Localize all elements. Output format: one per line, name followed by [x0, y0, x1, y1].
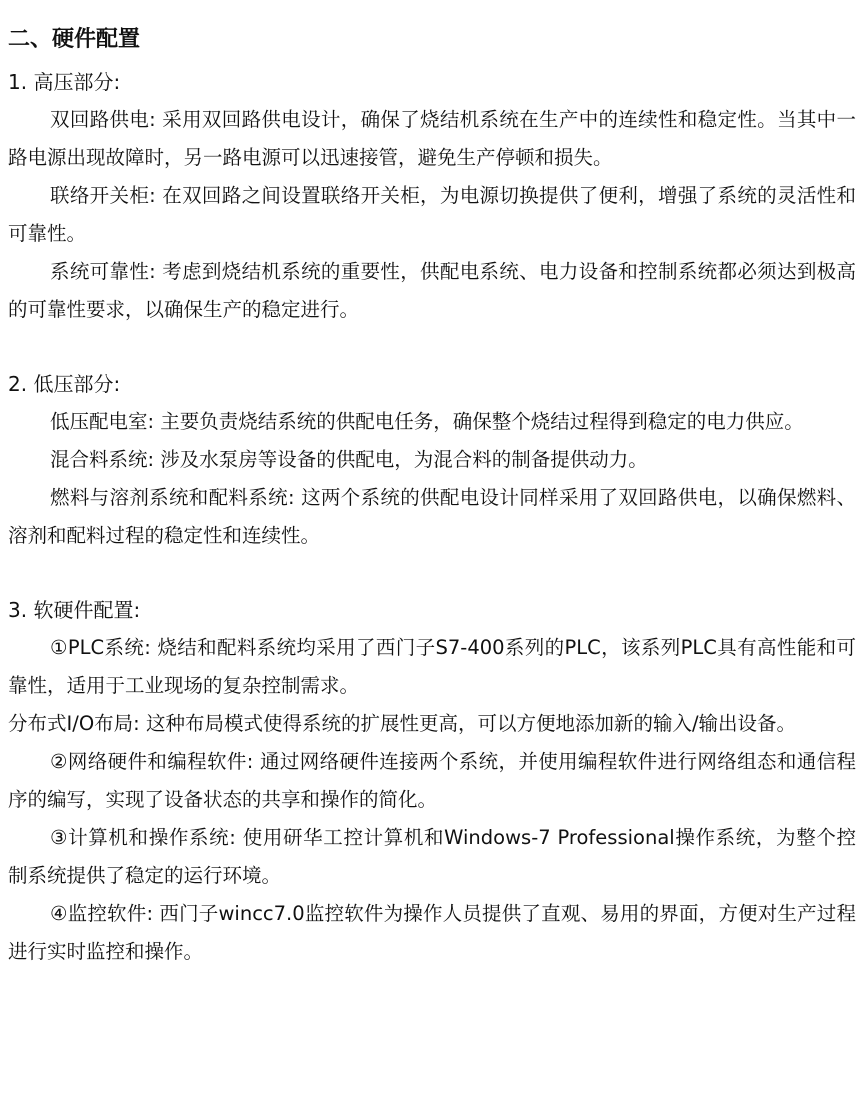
paragraph-label: ③计算机和操作系统 : — [50, 826, 243, 849]
paragraph-label: 双回路供电 : — [50, 108, 162, 131]
paragraph-label: ②网络硬件和编程软件 : — [50, 750, 260, 773]
paragraph-label: 分布式I/O布局 : — [8, 712, 146, 735]
paragraph-monitoring-software — [8, 895, 856, 971]
paragraph-mixture-system — [8, 441, 856, 479]
paragraph-dual-circuit-supply — [8, 101, 856, 177]
paragraph-text: 西门子wincc7.0监控软件为操作人员提供了直观、易用的界面，方便对生产过程进行实时监控和操作。 — [8, 902, 856, 963]
paragraph-text: 这两个系统的供配电设计同样采用了双回路供电，以确保燃料、溶剂和配料过程的稳定性和连续性。 — [8, 486, 856, 547]
section-title: 2. 低压部分: — [8, 372, 121, 396]
paragraph-computer-os — [8, 819, 856, 895]
section-title: 1. 高压部分: — [8, 70, 121, 94]
paragraph-text: 涉及水泵房等设备的供配电，为混合料的制备提供动力。 — [160, 448, 648, 471]
paragraph-low-voltage-room — [8, 403, 856, 441]
document — [8, 20, 856, 971]
paragraph-text: 使用研华工控计算机和Windows-7 Professional操作系统，为整个控制系统提供了稳定的运行环境。 — [8, 826, 856, 887]
paragraph-text: 通过网络硬件连接两个系统，并使用编程软件进行网络组态和通信程序的编写，实现了设备状态的共享和操作的简化。 — [8, 750, 856, 811]
paragraph-text: 烧结和配料系统均采用了西门子S7-400系列的PLC，该系列PLC具有高性能和可靠性，适用于工业现场的复杂控制需求。 — [8, 636, 856, 697]
paragraph-tie-switch-cabinet — [8, 177, 856, 253]
paragraph-text: 这种布局模式使得系统的扩展性更高，可以方便地添加新的输入/输出设备。 — [145, 712, 797, 735]
paragraph-network-programming — [8, 743, 856, 819]
paragraph-label: 混合料系统 : — [50, 448, 160, 471]
paragraph-distributed-io — [8, 705, 856, 743]
document-heading: 二、硬件配置 — [8, 27, 141, 52]
section-hardware-software — [8, 591, 856, 971]
paragraph-label: 联络开关柜 : — [50, 184, 162, 207]
paragraph-plc-system — [8, 629, 856, 705]
section-title: 3. 软硬件配置: — [8, 598, 141, 622]
paragraph-text: 在双回路之间设置联络开关柜，为电源切换提供了便利，增强了系统的灵活性和可靠性。 — [8, 184, 856, 245]
paragraph-system-reliability — [8, 253, 856, 329]
paragraph-label: ④监控软件 : — [50, 902, 159, 925]
paragraph-label: 系统可靠性 : — [50, 260, 162, 283]
section-low-voltage — [8, 365, 856, 555]
paragraph-fuel-flux-batching — [8, 479, 856, 555]
paragraph-text: 主要负责烧结系统的供配电任务，确保整个烧结过程得到稳定的电力供应。 — [160, 410, 804, 433]
paragraph-label: 低压配电室 : — [50, 410, 160, 433]
paragraph-text: 考虑到烧结机系统的重要性，供配电系统、电力设备和控制系统都必须达到极高的可靠性要求，以确保生产的稳定进行。 — [8, 260, 856, 321]
paragraph-label: 燃料与溶剂系统和配料系统 : — [50, 486, 301, 509]
paragraph-text: 采用双回路供电设计，确保了烧结机系统在生产中的连续性和稳定性。当其中一路电源出现故障时，另一路电源可以迅速接管，避免生产停顿和损失。 — [8, 108, 856, 169]
section-high-voltage — [8, 63, 856, 329]
paragraph-label: ①PLC系统 : — [50, 636, 157, 659]
